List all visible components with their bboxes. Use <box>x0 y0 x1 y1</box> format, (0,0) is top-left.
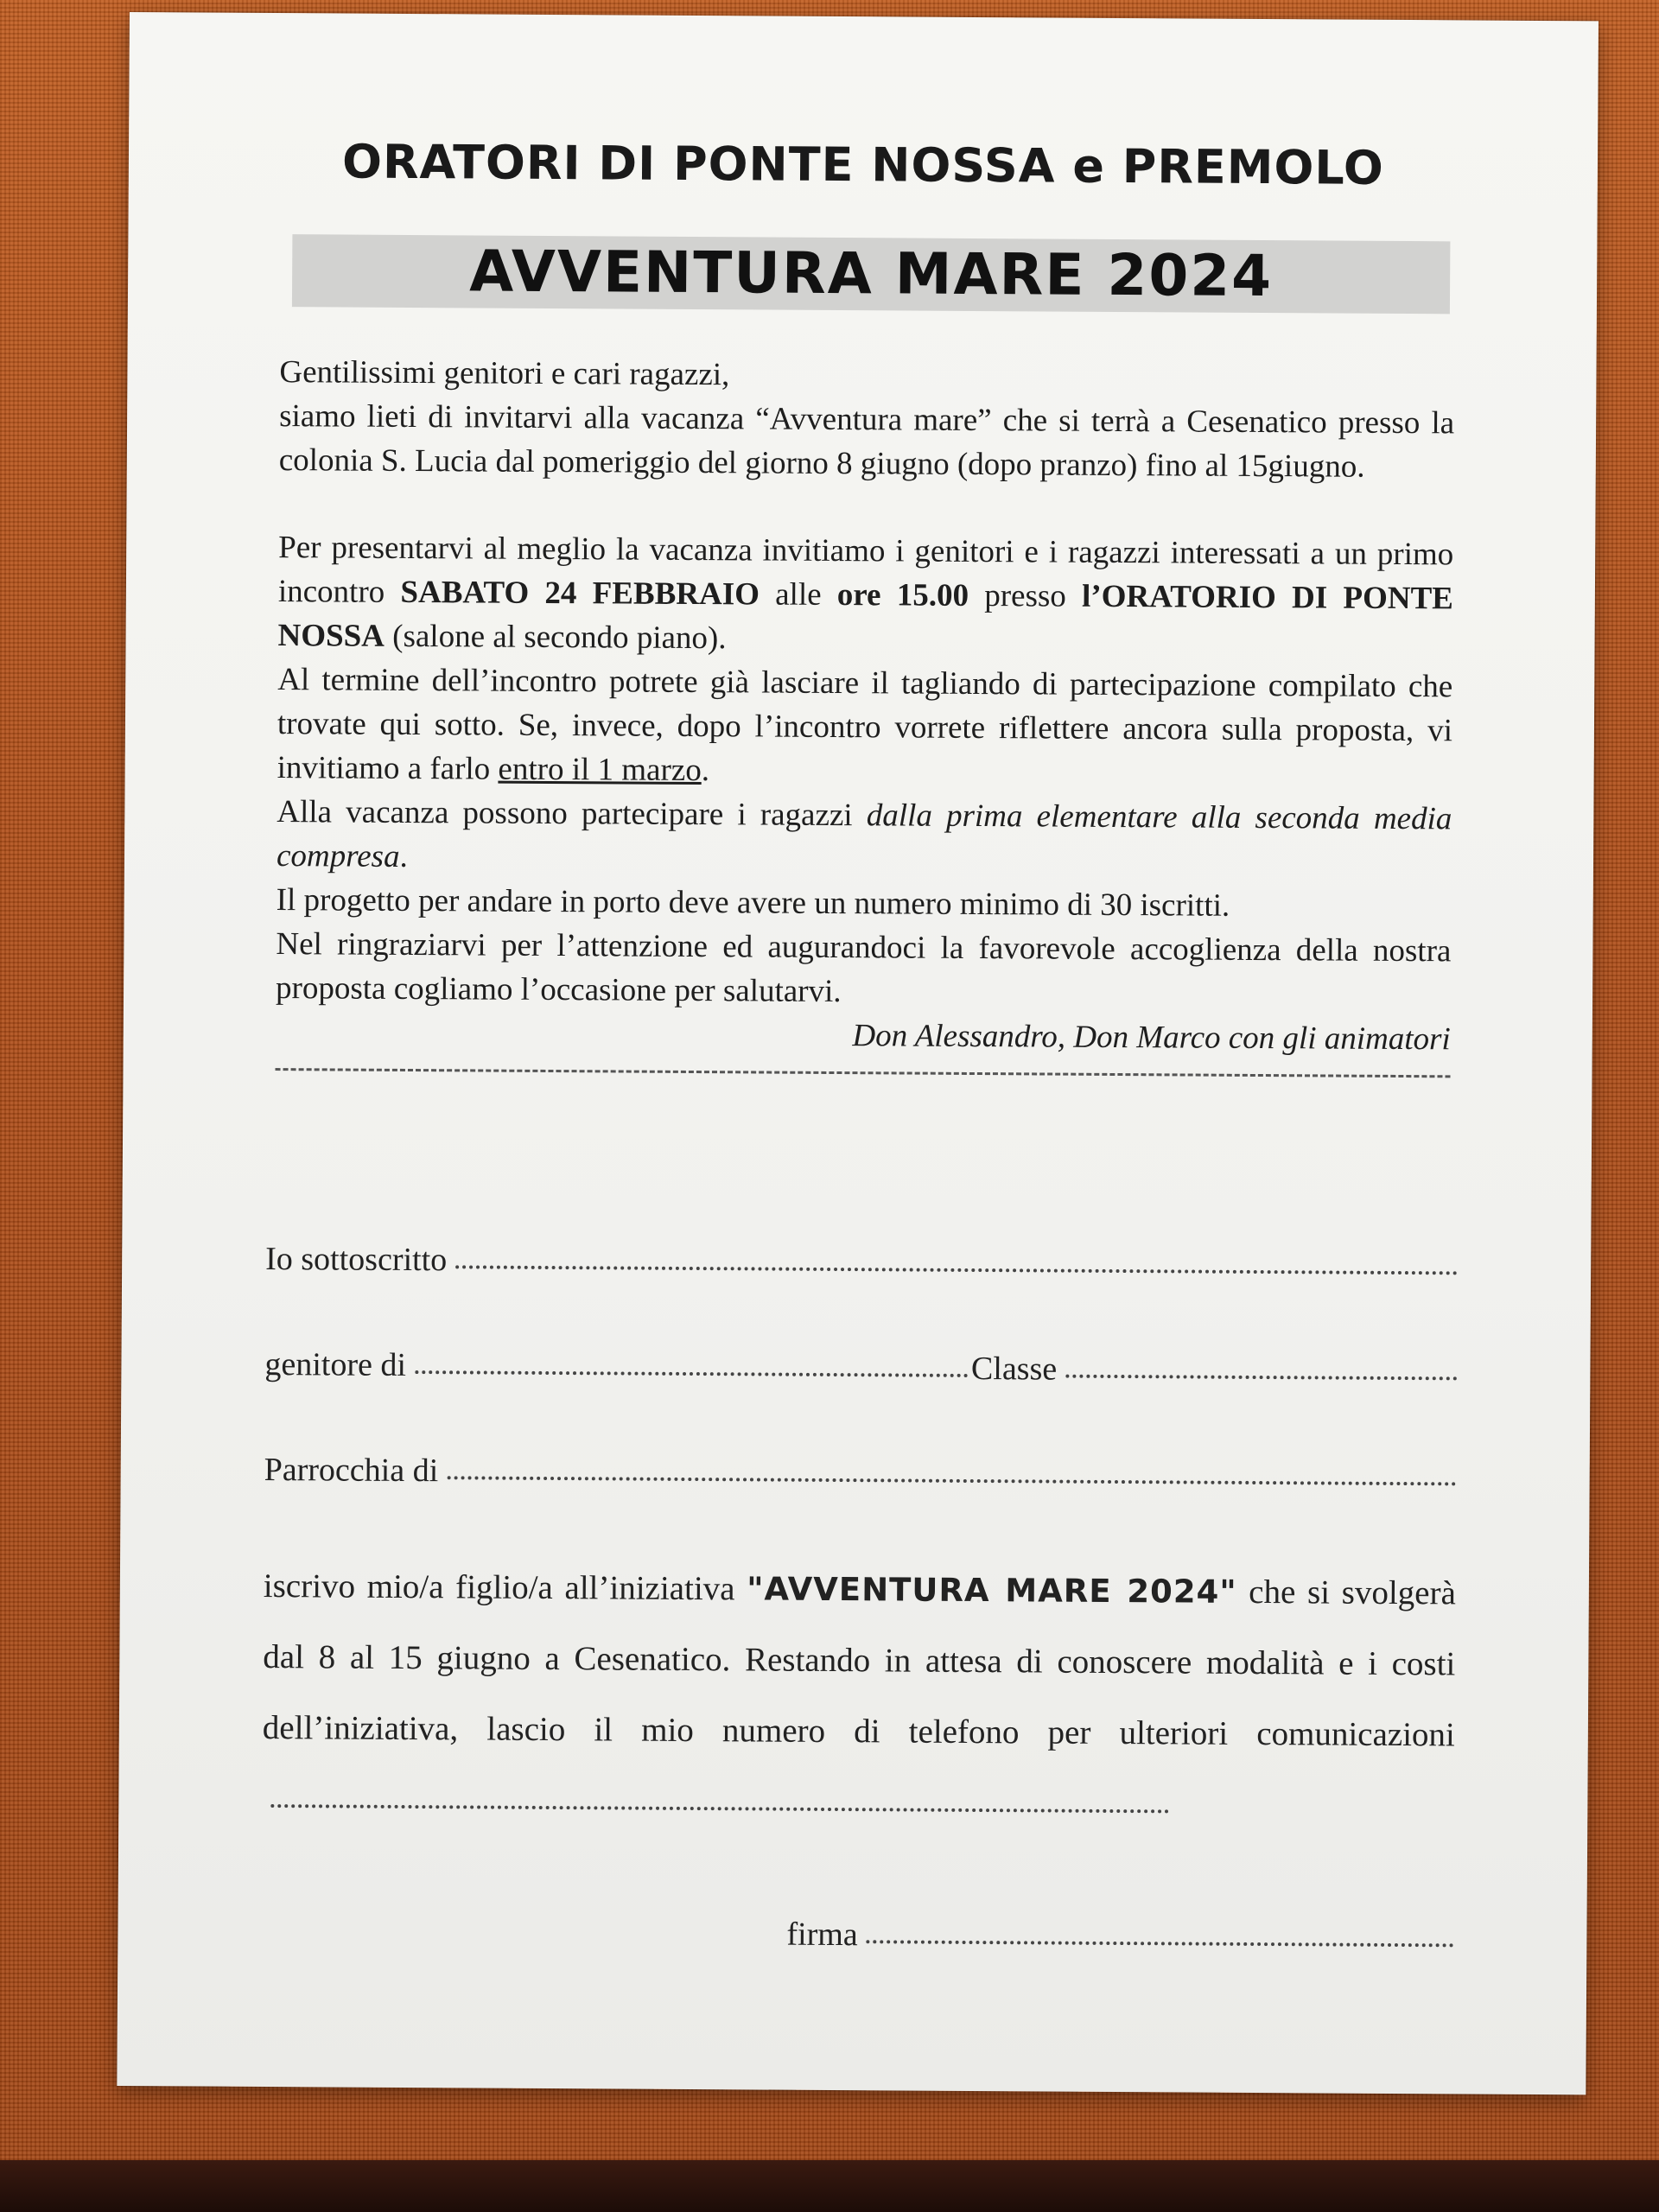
paragraph-closing: Nel ringraziarvi per l’attenzione ed augurandoci la favorevole accoglienza della nostra proposta cogliamo l’occasione per salutarvi. <box>275 926 1452 1010</box>
paragraph-deadline: Al termine dell’incontro potrete già lasciare il tagliando di partecipazione compilato che trovate qui sotto. Se, invece, dopo l’incontro vorrete riflettere ancora sulla proposta, vi invitiamo a farlo entro il 1 marzo. <box>276 662 1453 789</box>
phone-blank[interactable] <box>270 1803 1169 1813</box>
paragraph-eligibility: Alla vacanza possono partecipare i ragazzi dalla prima elementare alla seconda media compresa. <box>276 794 1452 874</box>
undersigned-field[interactable] <box>265 1240 1458 1299</box>
class-label: Classe <box>970 1350 1058 1388</box>
title-band <box>292 234 1450 314</box>
deadline-date: entro il 1 marzo <box>498 751 702 789</box>
paragraph-meeting: Per presentarvi al meglio la vacanza invitiamo i genitori e i ragazzi interessati a un primo incontro SABATO 24 FEBBRAIO alle ore 15.00 presso l’ORATORIO DI PONTE NOSSA (salone al secondo piano). <box>277 530 1454 657</box>
paragraph-invitation: siamo lieti di invitarvi alla vacanza “Avventura mare” che si terrà a Cesenatico presso la colonia S. Lucia dal pomeriggio del giorno 8 giugno (dopo pranzo) fino al 15giugno. <box>278 398 1455 485</box>
meeting-time: ore 15.00 <box>836 577 969 613</box>
undersigned-label: Io sottoscritto <box>265 1240 448 1279</box>
registration-coupon <box>261 1240 1458 1957</box>
parish-field[interactable] <box>264 1451 1456 1510</box>
signature-label: firma <box>786 1916 858 1954</box>
parent-of-label: genitore di <box>264 1345 407 1383</box>
enrollment-statement: iscrivo mio/a figlio/a all’iniziativa "AVVENTURA MARE 2024" che si svolgerà dal 8 al 15 giugno a Cesenatico. Restando in attesa di conoscere modalità e i costi dell’iniziativa, lascio il mio numero di telefono per ulteriori comunicazioni <box>262 1551 1456 1841</box>
event-title: AVVENTURA MARE 2024 <box>468 238 1274 310</box>
child-name-blank[interactable] <box>415 1370 968 1377</box>
signature-field[interactable] <box>786 1916 1453 1958</box>
parish-label: Parrocchia di <box>264 1451 439 1490</box>
letter-signature: Don Alessandro, Don Marco con gli animatori <box>852 1018 1451 1058</box>
paragraph-minimum: Il progetto per andare in porto deve avere un numero minimo di 30 iscritti. <box>276 882 1230 924</box>
greeting: Gentilissimi genitori e cari ragazzi, <box>279 354 730 393</box>
parish-blank[interactable] <box>447 1475 1456 1485</box>
signature-blank[interactable] <box>867 1939 1454 1947</box>
letter-body <box>276 350 1455 1077</box>
organization-heading: ORATORI DI PONTE NOSSA e PREMOLO <box>341 134 1384 195</box>
background-edge <box>0 2160 1659 2212</box>
flyer-sheet <box>117 12 1599 2094</box>
age-range: dalla prima elementare alla seconda media compresa <box>276 798 1452 874</box>
class-blank[interactable] <box>1065 1374 1457 1381</box>
meeting-date: SABATO 24 FEBBRAIO <box>400 574 760 613</box>
cut-line <box>276 1068 1451 1077</box>
event-name-inline: "AVVENTURA MARE 2024" <box>747 1570 1237 1611</box>
undersigned-blank[interactable] <box>455 1264 1458 1274</box>
meeting-place: l’ORATORIO DI PONTE NOSSA <box>277 578 1454 654</box>
parent-class-field[interactable] <box>264 1345 1457 1404</box>
